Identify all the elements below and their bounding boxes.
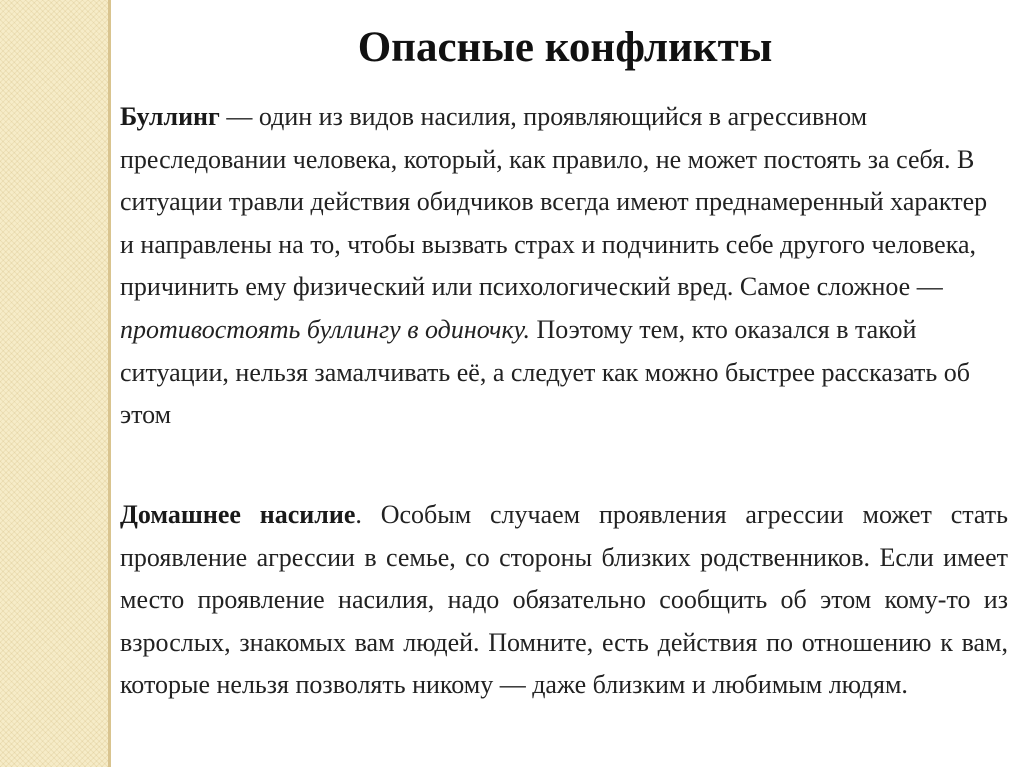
decorative-side-stripe xyxy=(0,0,108,767)
slide-title: Опасные конфликты xyxy=(357,24,773,71)
domestic-violence-text: . Особым случаем проявления агрессии может стать проявление агрессии в семье, со стороны близких родственников. Если имеет место проявление насилия, надо обязательно сообщить об этом кому-то из взрослых, знакомых вам людей. Помните, есть действия по отношению к вам, которые нельзя позволять никому — даже близким и любимым людям. xyxy=(120,500,1008,700)
side-stripe-border xyxy=(108,0,111,767)
bullying-term: Буллинг xyxy=(120,102,220,131)
domestic-violence-term: Домашнее насилие xyxy=(120,500,356,529)
bullying-paragraph xyxy=(120,96,992,437)
bullying-text-part-1: — один из видов насилия, проявляющийся в агрессивном преследовании человека, который, как правило, не может постоять за себя. В ситуации травли действия обидчиков всегда имеют преднамеренный характер и направлены на то, чтобы вызвать страх и подчинить себе другого человека, причинить ему физический или психологический вред. Самое сложное — xyxy=(120,102,988,302)
domestic-violence-paragraph xyxy=(120,494,1008,707)
bullying-text-part-2: Поэтому тем, кто оказался в такой ситуации, нельзя замалчивать её, а следует как можно быстрее рассказать об этом xyxy=(120,314,970,430)
bullying-emphasis: противостоять буллингу в одиночку. xyxy=(120,314,531,344)
